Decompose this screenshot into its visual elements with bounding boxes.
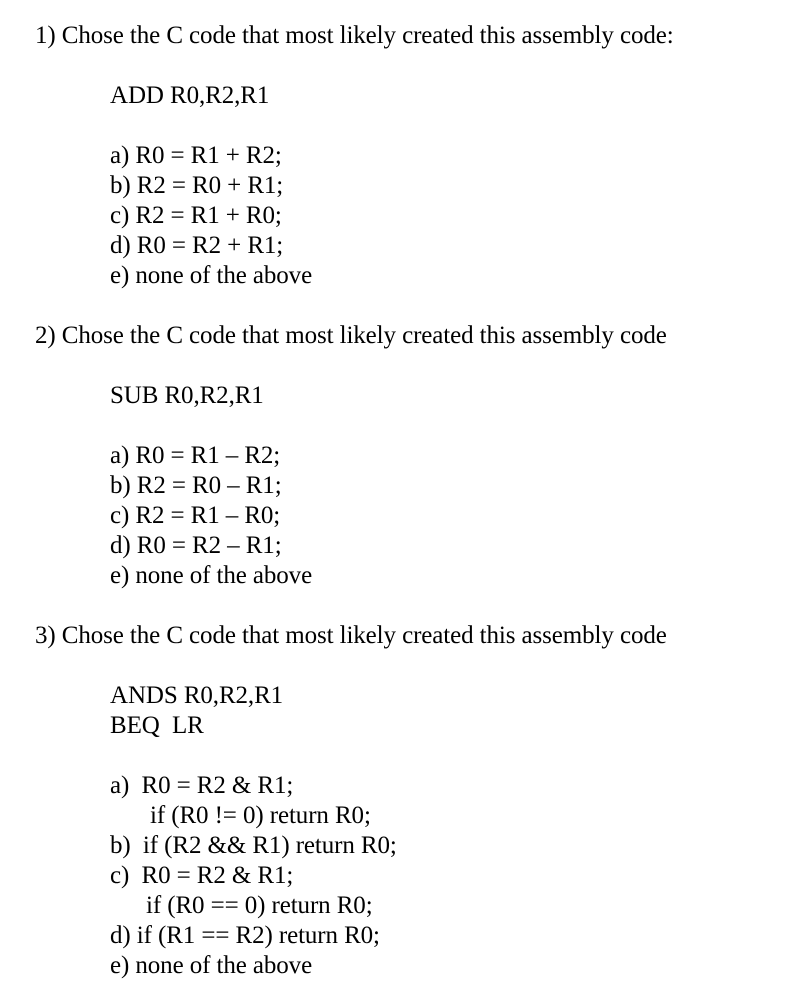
question-2-code-line-1: SUB R0,R2,R1 — [110, 382, 264, 409]
question-3-option-d: d) if (R1 == R2) return R0; — [110, 922, 380, 949]
question-1-option-a: a) R0 = R1 + R2; — [110, 142, 282, 169]
question-3-code-line-2: BEQ LR — [110, 712, 204, 739]
question-3-option-c: c) R0 = R2 & R1; — [110, 862, 294, 889]
question-3-option-a: a) R0 = R2 & R1; — [110, 772, 294, 799]
question-3-prompt: 3) Chose the C code that most likely created this assembly code — [35, 622, 667, 649]
question-1-option-b: b) R2 = R0 + R1; — [110, 172, 284, 199]
question-3-option-e: e) none of the above — [110, 952, 313, 979]
question-2-option-e: e) none of the above — [110, 562, 313, 589]
question-3-code-line-1: ANDS R0,R2,R1 — [110, 682, 284, 709]
question-1-option-c: c) R2 = R1 + R0; — [110, 202, 282, 229]
question-1-option-d: d) R0 = R2 + R1; — [110, 232, 284, 259]
question-3-option-b: b) if (R2 && R1) return R0; — [110, 832, 397, 859]
question-3-option-c-continuation: if (R0 == 0) return R0; — [146, 892, 373, 919]
question-1-option-e: e) none of the above — [110, 262, 313, 289]
question-3-option-a-continuation: if (R0 != 0) return R0; — [150, 802, 371, 829]
question-2-option-c: c) R2 = R1 – R0; — [110, 502, 281, 529]
question-2-option-b: b) R2 = R0 – R1; — [110, 472, 282, 499]
question-1-code-line-1: ADD R0,R2,R1 — [110, 82, 270, 109]
question-2-prompt: 2) Chose the C code that most likely created this assembly code — [35, 322, 667, 349]
question-1-prompt: 1) Chose the C code that most likely created this assembly code: — [35, 22, 674, 49]
question-2-option-a: a) R0 = R1 – R2; — [110, 442, 281, 469]
question-2-option-d: d) R0 = R2 – R1; — [110, 532, 282, 559]
